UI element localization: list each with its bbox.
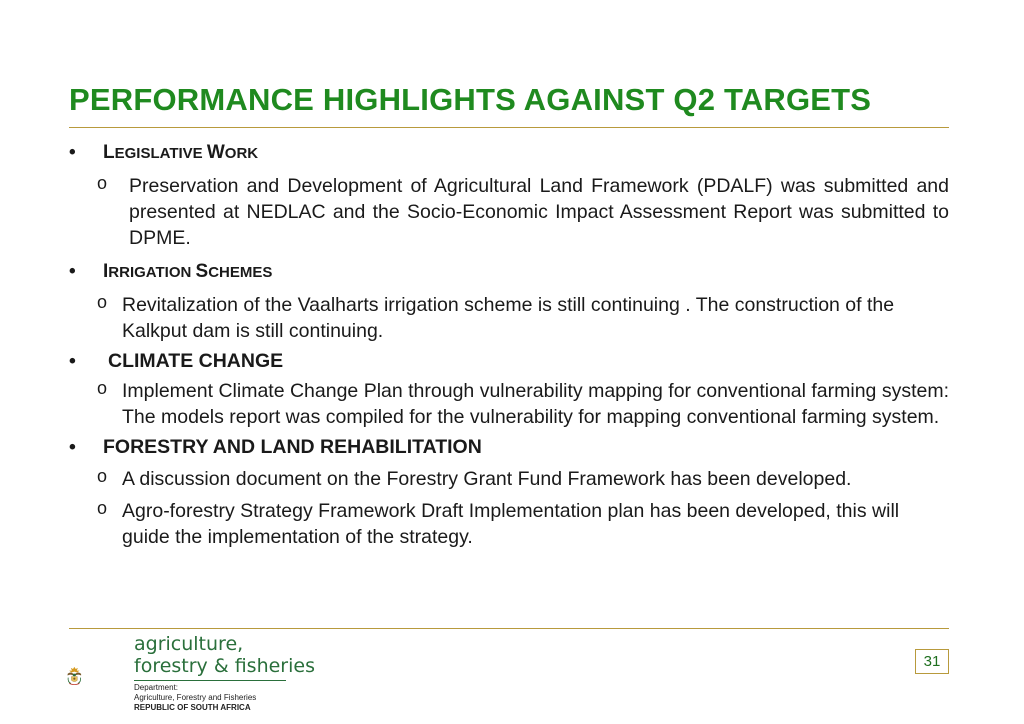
dept-divider <box>134 680 286 681</box>
section-heading-irrigation-schemes: • IRRIGATION SCHEMES <box>69 259 949 286</box>
circle-o-icon: o <box>97 173 108 193</box>
circle-o-icon: o <box>97 466 108 486</box>
list-item: o Agro-forestry Strategy Framework Draft Implementation plan has been developed, this will guide the implementation of the strategy. <box>69 498 949 550</box>
dept-name-line2: forestry & fisheries <box>134 655 315 677</box>
coat-of-arms-icon <box>66 638 128 714</box>
bullet-dot-icon: • <box>69 350 76 372</box>
section-heading-forestry: • FORESTRY AND LAND REHABILITATION <box>69 436 482 458</box>
country-name: REPUBLIC OF SOUTH AFRICA <box>134 703 251 712</box>
dept-name-line1: agriculture, <box>134 633 244 655</box>
dept-label: Department: <box>134 683 179 692</box>
title-divider <box>69 127 949 128</box>
bullet-dot-icon: • <box>69 142 76 163</box>
section-heading-legislative-work: • LEGISLATIVE WORK <box>69 140 949 167</box>
dept-full-name: Agriculture, Forestry and Fisheries <box>134 693 257 702</box>
list-item: o Revitalization of the Vaalharts irrigation scheme is still continuing . The construction of the Kalkput dam is still continuing. <box>69 292 949 344</box>
list-item: o Preservation and Development of Agricultural Land Framework (PDALF) was submitted and presented at NEDLAC and the Socio-Economic Impact Assessment Report was submitted to DPME. <box>69 173 949 251</box>
list-item: o A discussion document on the Forestry Grant Fund Framework has been developed. <box>69 466 949 492</box>
bullet-dot-icon: • <box>69 261 76 282</box>
circle-o-icon: o <box>97 498 108 518</box>
circle-o-icon: o <box>97 292 108 312</box>
slide-title: PERFORMANCE HIGHLIGHTS AGAINST Q2 TARGETS <box>69 82 872 117</box>
slide-content <box>69 140 949 550</box>
page-number: 31 <box>915 649 949 674</box>
list-item: o Implement Climate Change Plan through vulnerability mapping for conventional farming system: The models report was compiled for the vulnerability for mapping conventional farming system. <box>69 378 949 430</box>
bullet-dot-icon: • <box>69 436 76 458</box>
section-heading-climate-change: • CLIMATE CHANGE <box>69 350 284 372</box>
circle-o-icon: o <box>97 378 108 398</box>
footer-divider <box>69 628 949 629</box>
